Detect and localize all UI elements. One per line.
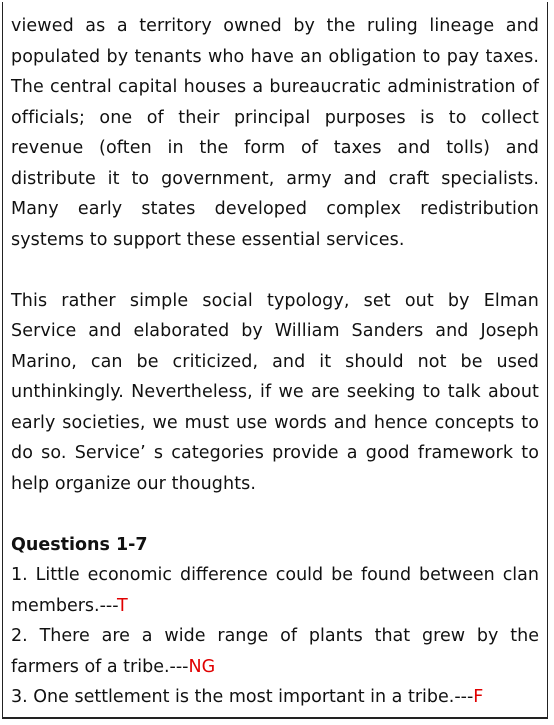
question-item-3 <box>11 682 539 713</box>
question-text: 2. There are a wide range of plants that grew by the farmers of a tribe.--- <box>11 626 539 677</box>
paragraph-spacer <box>11 255 539 286</box>
passage-paragraph-1: viewed as a territory owned by the ruling lineage and populated by tenants who have an obligation to pay taxes. The central capital houses a bureaucratic administration of officials; one of their principal purposes is to collect revenue (often in the form of taxes and tolls) and distribute it to government, army and craft specialists. Many early states developed complex redistribution systems to support these essential services. <box>11 16 539 250</box>
question-answer: NG <box>188 656 216 677</box>
question-text: 3. One settlement is the most important in a tribe.--- <box>11 687 474 707</box>
passage-paragraph-2: This rather simple social typology, set out by Elman Service and elaborated by William Sanders and Joseph Marino, can be criticized, and it should not be used unthinkingly. Nevertheless, if we are seeking to talk about early societies, we must use words and hence concepts to do so. Service’ s categories provide a good framework to help organize our thoughts. <box>11 290 539 494</box>
passage-frame <box>2 2 548 718</box>
question-text: 1. Little economic difference could be found between clan members.--- <box>11 565 539 616</box>
paragraph-spacer <box>11 499 539 530</box>
frame-bottom-border <box>2 718 548 719</box>
question-item-2 <box>11 621 539 682</box>
question-answer: F <box>473 687 484 707</box>
questions-heading: Questions 1-7 <box>11 534 148 555</box>
question-item-1 <box>11 560 539 621</box>
question-answer: T <box>116 595 128 616</box>
